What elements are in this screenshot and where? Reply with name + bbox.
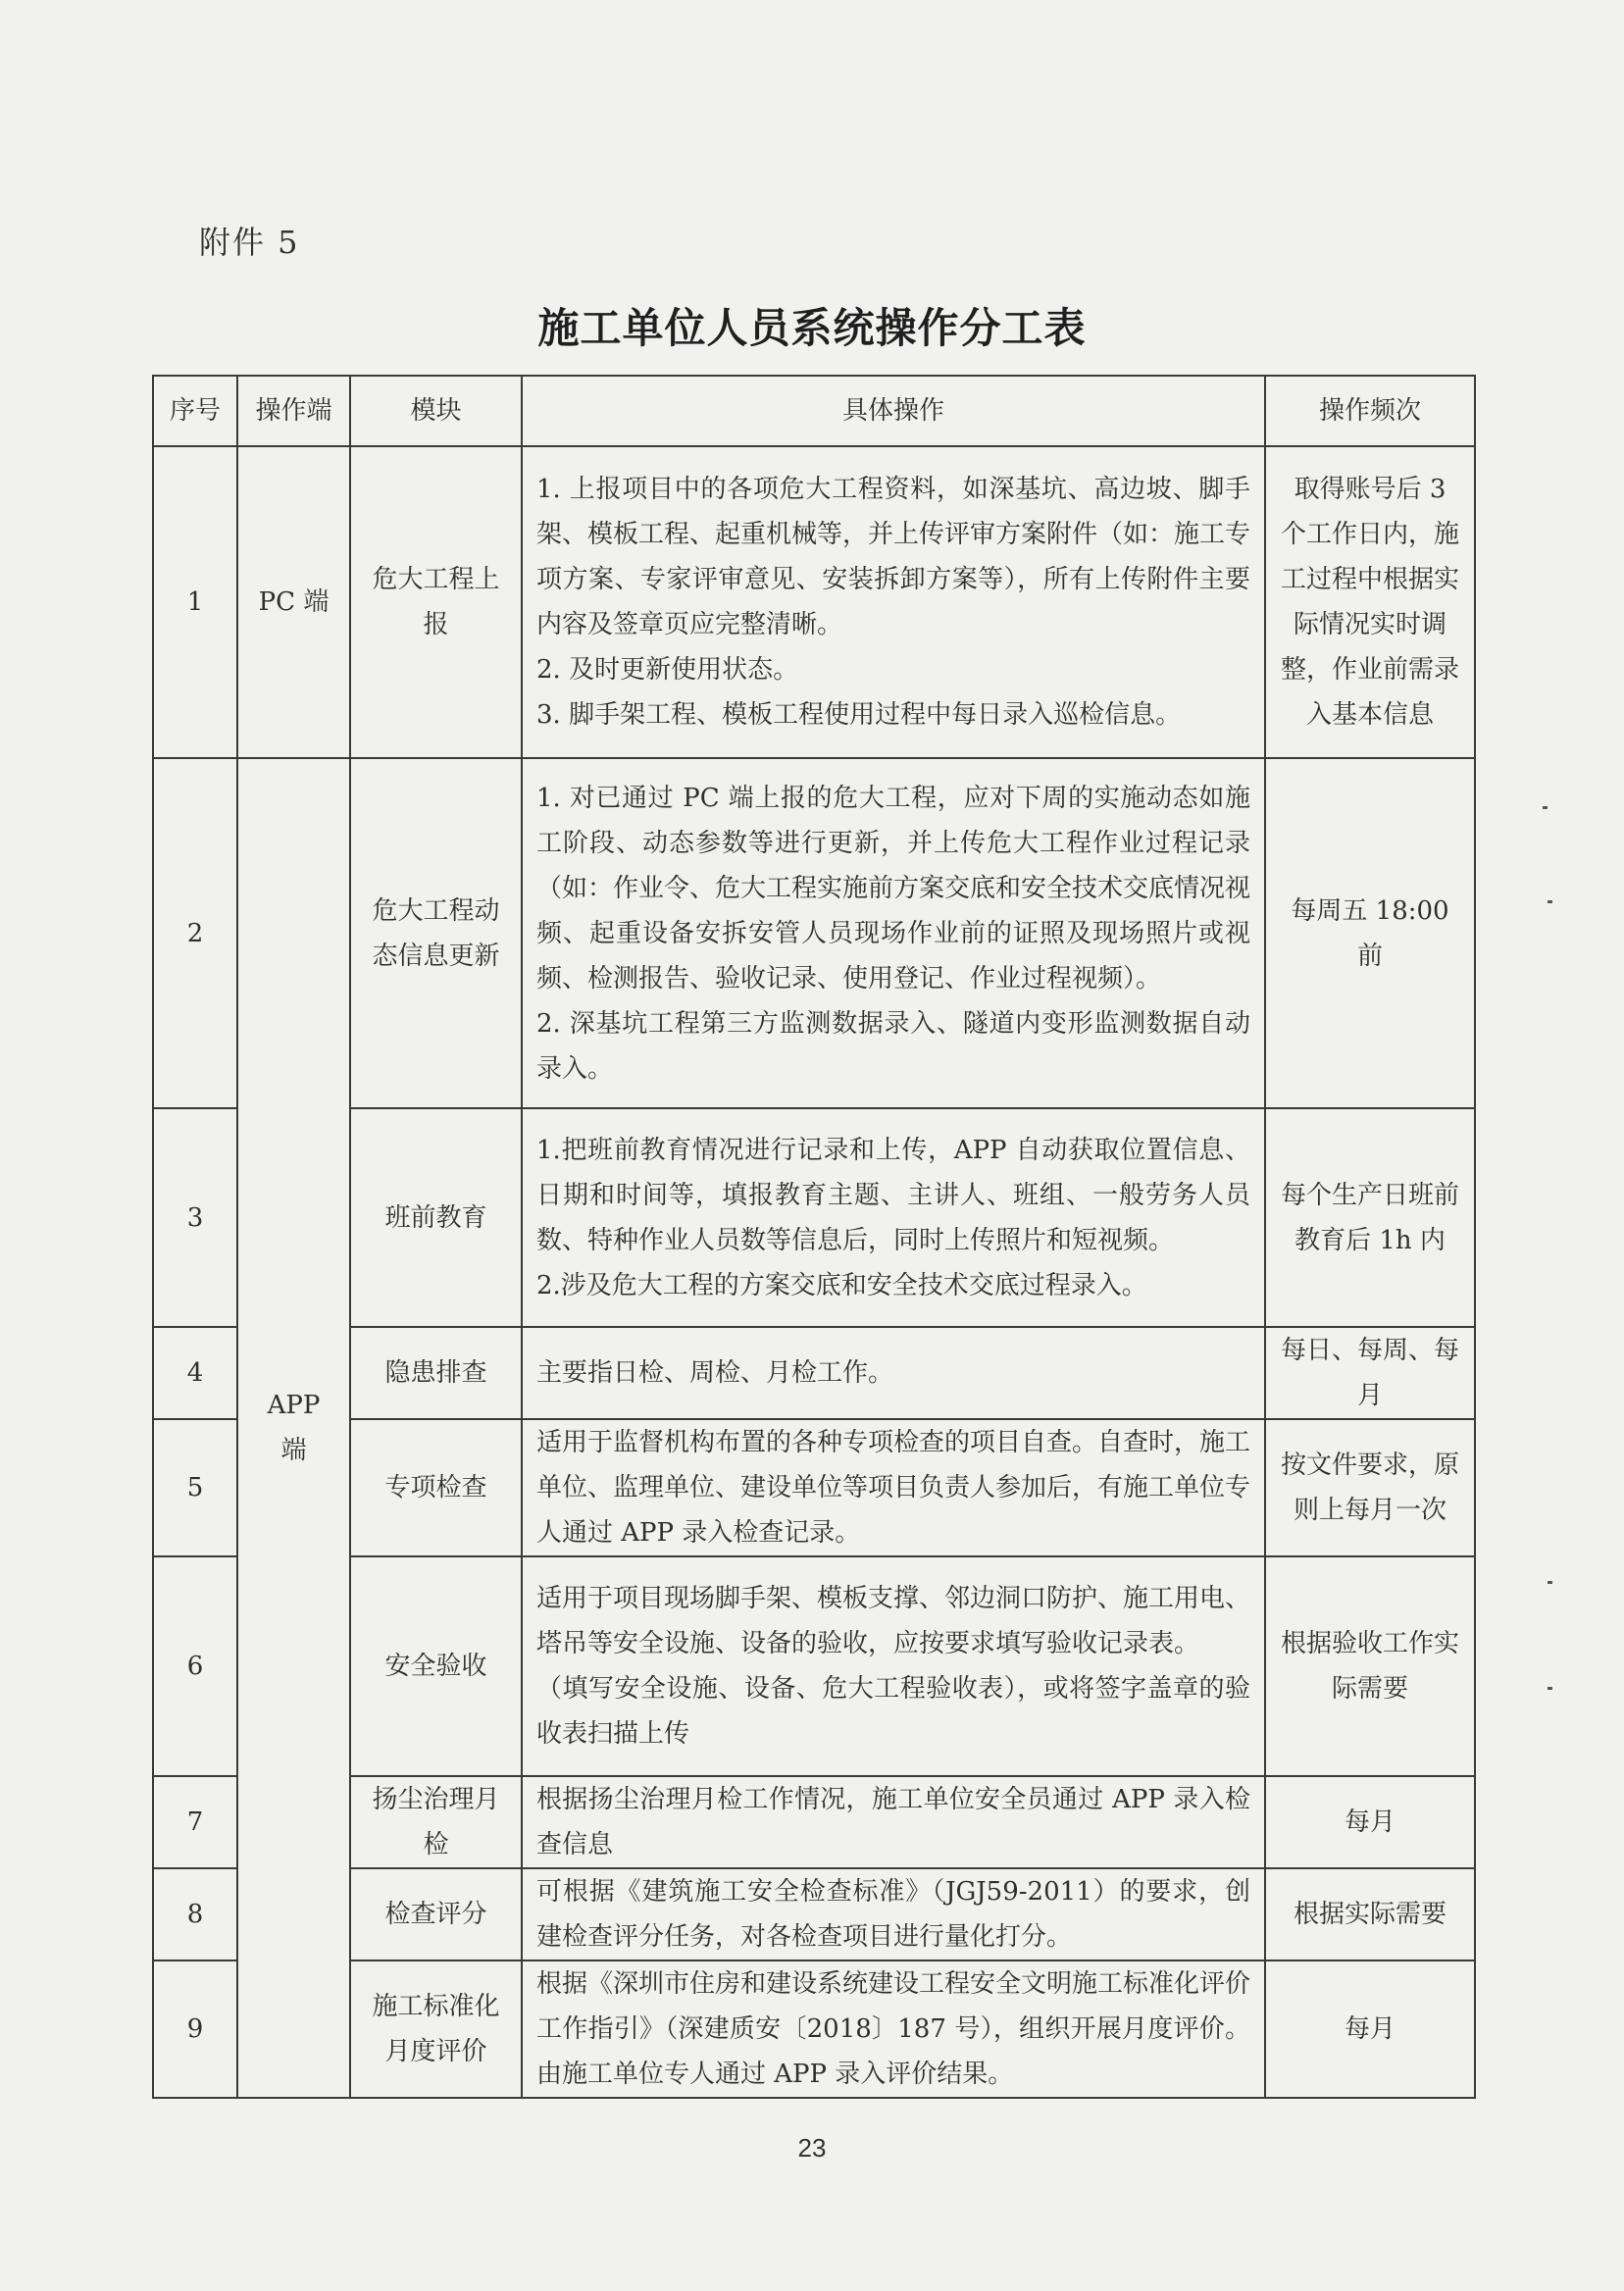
row-module: 危大工程上报	[350, 446, 522, 758]
row-frequency: 每个生产日班前教育后 1h 内	[1265, 1108, 1475, 1327]
row-no: 2	[153, 758, 237, 1108]
row-no: 8	[153, 1868, 237, 1960]
row-operations	[522, 1960, 1265, 2098]
row-no: 5	[153, 1419, 237, 1556]
page-title: 施工单位人员系统操作分工表	[537, 304, 1087, 352]
page-number: 23	[797, 2133, 827, 2163]
table-header-row	[153, 376, 1475, 446]
row-module: 检查评分	[350, 1868, 522, 1960]
header-operations: 具体操作	[522, 376, 1265, 446]
row-frequency: 每月	[1265, 1776, 1475, 1868]
row-module: 扬尘治理月检	[350, 1776, 522, 1868]
row-module: 专项检查	[350, 1419, 522, 1556]
table-row	[153, 758, 1475, 1108]
operation-item: 适用于项目现场脚手架、模板支撑、邻边洞口防护、施工用电、塔吊等安全设施、设备的验收，应按要求填写验收记录表。	[536, 1584, 1251, 1658]
row-module: 危大工程动态信息更新	[350, 758, 522, 1108]
operation-item: 1.把班前教育情况进行记录和上传，APP 自动获取位置信息、日期和时间等，填报教育主题、主讲人、班组、一般劳务人员数、特种作业人员数等信息后，同时上传照片和短视频。	[536, 1135, 1250, 1255]
row-operations	[522, 1868, 1265, 1960]
row-no: 9	[153, 1960, 237, 2098]
row-frequency: 根据实际需要	[1265, 1868, 1475, 1960]
row-module: 施工标准化月度评价	[350, 1960, 522, 2098]
table-row	[153, 1419, 1475, 1556]
row-frequency: 根据验收工作实际需要	[1265, 1556, 1475, 1776]
operation-item: 主要指日检、周检、月检工作。	[536, 1358, 894, 1388]
row-frequency: 每日、每周、每月	[1265, 1327, 1475, 1419]
header-no: 序号	[153, 376, 237, 446]
row-terminal: PC 端	[237, 446, 350, 758]
row-module: 安全验收	[350, 1556, 522, 1776]
row-operations	[522, 1327, 1265, 1419]
operation-item: 根据扬尘治理月检工作情况，施工单位安全员通过 APP 录入检查信息	[536, 1785, 1250, 1859]
table-row	[153, 1776, 1475, 1868]
table-row	[153, 1327, 1475, 1419]
row-operations	[522, 1108, 1265, 1327]
operation-item: 2. 深基坑工程第三方监测数据录入、隧道内变形监测数据自动录入。	[536, 1008, 1250, 1084]
operation-item: 可根据《建筑施工安全检查标准》（JGJ59-2011）的要求，创建检查评分任务，对各检查项目进行量化打分。	[536, 1877, 1250, 1952]
row-operations	[522, 1419, 1265, 1556]
attachment-label: 附件 5	[199, 224, 300, 261]
division-table	[152, 375, 1476, 2099]
row-frequency: 按文件要求，原则上每月一次	[1265, 1419, 1475, 1556]
scan-speck	[1548, 1687, 1552, 1690]
header-module: 模块	[350, 376, 522, 446]
operation-item: 1. 对已通过 PC 端上报的危大工程，应对下周的实施动态如施工阶段、动态参数等进行更新，并上传危大工程作业过程记录（如：作业令、危大工程实施前方案交底和安全技术交底情况视频、起重设备安拆安管人员现场作业前的证照及现场照片或视频、检测报告、验收记录、使用登记、作业过程视频）。	[536, 783, 1251, 993]
operation-item: 适用于监督机构布置的各种专项检查的项目自查。自查时，施工单位、监理单位、建设单位等项目负责人参加后，有施工单位专人通过 APP 录入检查记录。	[536, 1428, 1251, 1548]
row-operations	[522, 1776, 1265, 1868]
row-no: 6	[153, 1556, 237, 1776]
row-no: 1	[153, 446, 237, 758]
row-frequency: 取得账号后 3 个工作日内，施工过程中根据实际情况实时调整，作业前需录入基本信息	[1265, 446, 1475, 758]
row-no: 4	[153, 1327, 237, 1419]
table-row	[153, 1868, 1475, 1960]
row-operations	[522, 1556, 1265, 1776]
row-operations	[522, 446, 1265, 758]
operation-item: 1. 上报项目中的各项危大工程资料，如深基坑、高边坡、脚手架、模板工程、起重机械等，并上传评审方案附件（如：施工专项方案、专家评审意见、安装拆卸方案等），所有上传附件主要内容及签章页应完整清晰。	[536, 475, 1251, 639]
table-row	[153, 1556, 1475, 1776]
operation-item: 3. 脚手架工程、模板工程使用过程中每日录入巡检信息。	[536, 700, 1182, 730]
table-row	[153, 1108, 1475, 1327]
row-frequency: 每月	[1265, 1960, 1475, 2098]
row-no: 3	[153, 1108, 237, 1327]
row-module: 班前教育	[350, 1108, 522, 1327]
row-operations	[522, 758, 1265, 1108]
header-frequency: 操作频次	[1265, 376, 1475, 446]
scan-speck	[1543, 806, 1548, 809]
operation-item: （填写安全设施、设备、危大工程验收表），或将签字盖章的验收表扫描上传	[536, 1674, 1250, 1749]
table-row	[153, 1960, 1475, 2098]
row-frequency: 每周五 18:00 前	[1265, 758, 1475, 1108]
operation-item: 2.涉及危大工程的方案交底和安全技术交底过程录入。	[536, 1270, 1147, 1300]
scan-speck	[1548, 900, 1552, 903]
row-terminal: APP 端	[237, 758, 350, 2098]
row-module: 隐患排查	[350, 1327, 522, 1419]
scan-speck	[1548, 1581, 1552, 1584]
row-no: 7	[153, 1776, 237, 1868]
header-terminal: 操作端	[237, 376, 350, 446]
table-row	[153, 446, 1475, 758]
operation-item: 2. 及时更新使用状态。	[536, 655, 799, 685]
operation-item: 根据《深圳市住房和建设系统建设工程安全文明施工标准化评价工作指引》（深建质安〔2018〕187 号），组织开展月度评价。由施工单位专人通过 APP 录入评价结果。	[536, 1969, 1251, 2089]
